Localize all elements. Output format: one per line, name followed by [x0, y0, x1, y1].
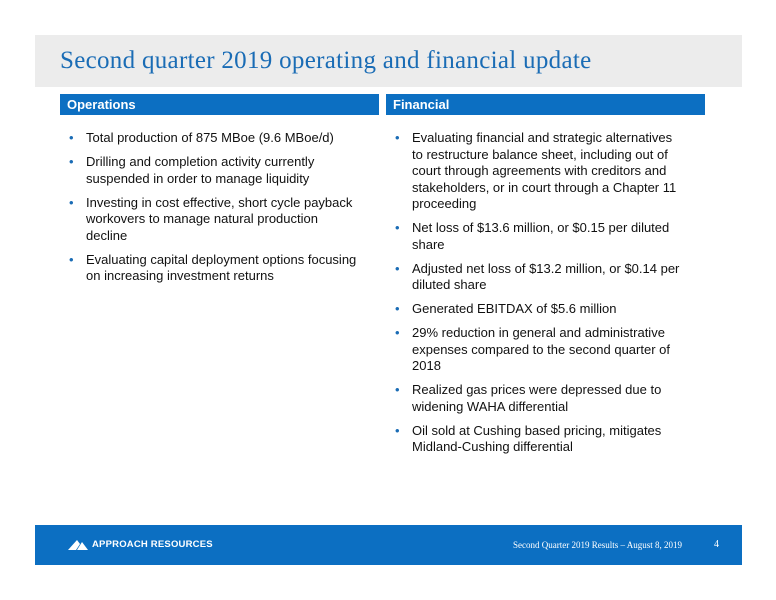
financial-bullet: • Adjusted net loss of $13.2 million, or $0.14 per diluted share: [393, 261, 683, 294]
financial-bullet: • Realized gas prices were depressed due to widening WAHA differential: [393, 382, 683, 415]
footer-bar: [35, 525, 742, 565]
mountain-logo-icon: [68, 539, 88, 550]
operations-bullet-list: [67, 130, 357, 292]
operations-bullet: • Evaluating capital deployment options focusing on increasing investment returns: [67, 252, 357, 285]
financial-bullet-list: [393, 130, 683, 463]
operations-bullet: • Drilling and completion activity currently suspended in order to manage liquidity: [67, 154, 357, 187]
operations-header: Operations: [60, 94, 379, 115]
financial-header: Financial: [386, 94, 705, 115]
logo-text: APPROACH RESOURCES: [92, 539, 213, 550]
page-number: 4: [714, 539, 719, 550]
financial-bullet: • 29% reduction in general and administrative expenses compared to the second quarter of 2018: [393, 325, 683, 375]
slide-title: Second quarter 2019 operating and financial update: [60, 47, 592, 74]
financial-bullet: • Net loss of $13.6 million, or $0.15 per diluted share: [393, 220, 683, 253]
operations-bullet: • Total production of 875 MBoe (9.6 MBoe/d): [67, 130, 357, 147]
financial-bullet: • Oil sold at Cushing based pricing, mitigates Midland-Cushing differential: [393, 423, 683, 456]
operations-bullet: • Investing in cost effective, short cycle payback workovers to manage natural production decline: [67, 195, 357, 245]
financial-bullet: • Generated EBITDAX of $5.6 million: [393, 301, 683, 318]
footer-note: Second Quarter 2019 Results – August 8, 2019: [513, 540, 682, 550]
title-band: [35, 35, 742, 87]
company-logo: [68, 539, 213, 550]
financial-bullet: • Evaluating financial and strategic alternatives to restructure balance sheet, including out of court through agreements with creditors and stakeholders, or in court through a Chapter 11 proceeding: [393, 130, 683, 213]
